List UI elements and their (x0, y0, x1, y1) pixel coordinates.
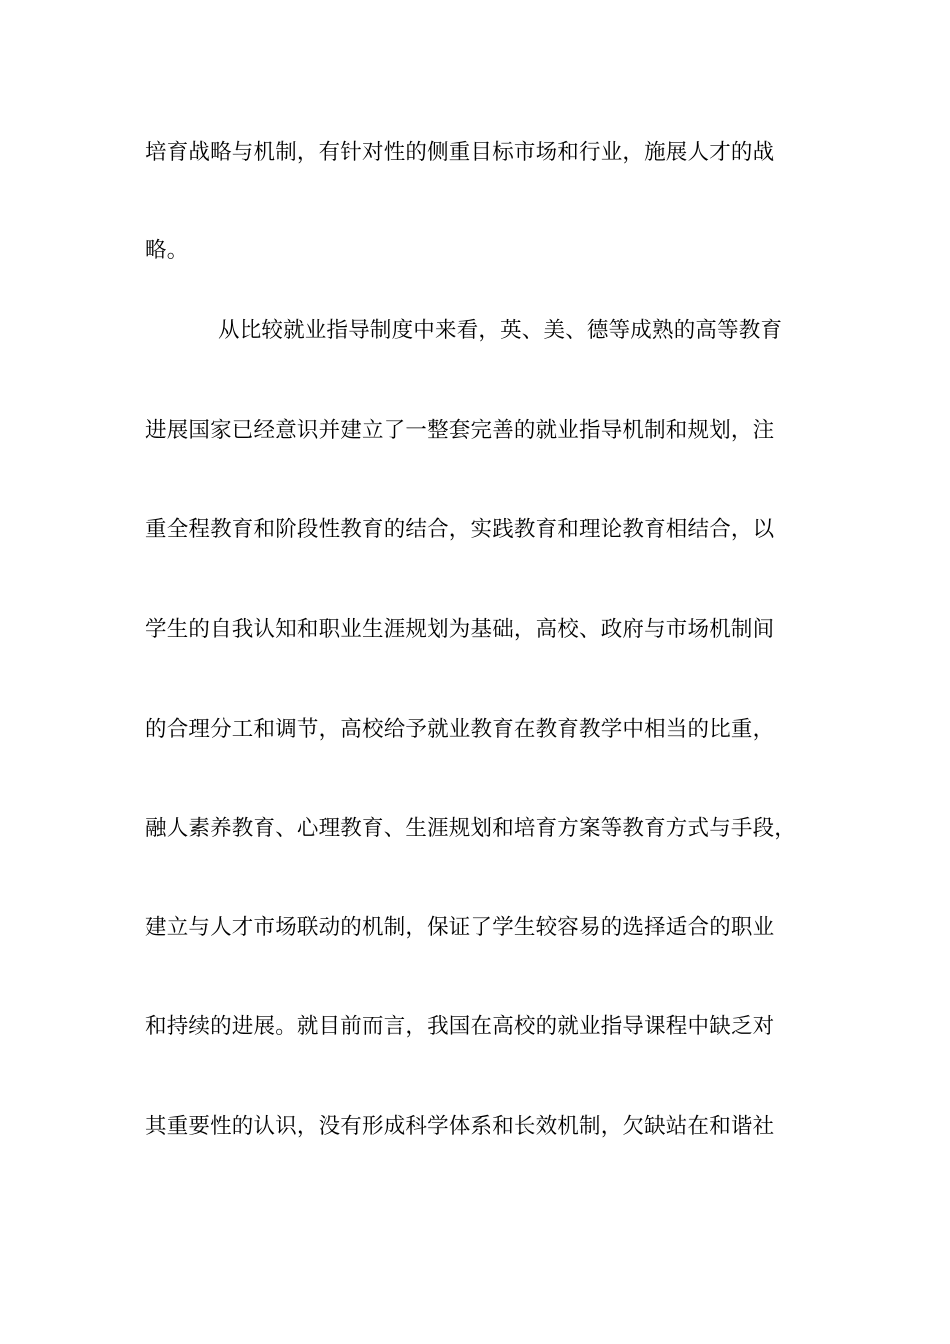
text-line: 重全程教育和阶段性教育的结合，实践教育和理论教育相结合，以 (145, 517, 775, 542)
text-line: 进展国家已经意识并建立了一整套完善的就业指导机制和规划，注 (145, 418, 775, 443)
text-line: 略。 (145, 238, 189, 263)
text-line: 学生的自我认知和职业生涯规划为基础，高校、政府与市场机制间 (145, 617, 775, 642)
text-line: 和持续的进展。就目前而言，我国在高校的就业指导课程中缺乏对 (145, 1014, 775, 1039)
text-line: 的合理分工和调节，高校给予就业教育在教育教学中相当的比重， (145, 717, 775, 742)
text-line: 融人素养教育、心理教育、生涯规划和培育方案等教育方式与手段， (145, 816, 797, 841)
paragraph-first-line: 从比较就业指导制度中来看，英、美、德等成熟的高等教育 (218, 318, 783, 343)
text-line: 培育战略与机制，有针对性的侧重目标市场和行业，施展人才的战 (145, 140, 775, 165)
text-line: 建立与人才市场联动的机制，保证了学生较容易的选择适合的职业 (145, 915, 775, 940)
text-line: 其重要性的认识，没有形成科学体系和长效机制，欠缺站在和谐社 (145, 1114, 775, 1139)
